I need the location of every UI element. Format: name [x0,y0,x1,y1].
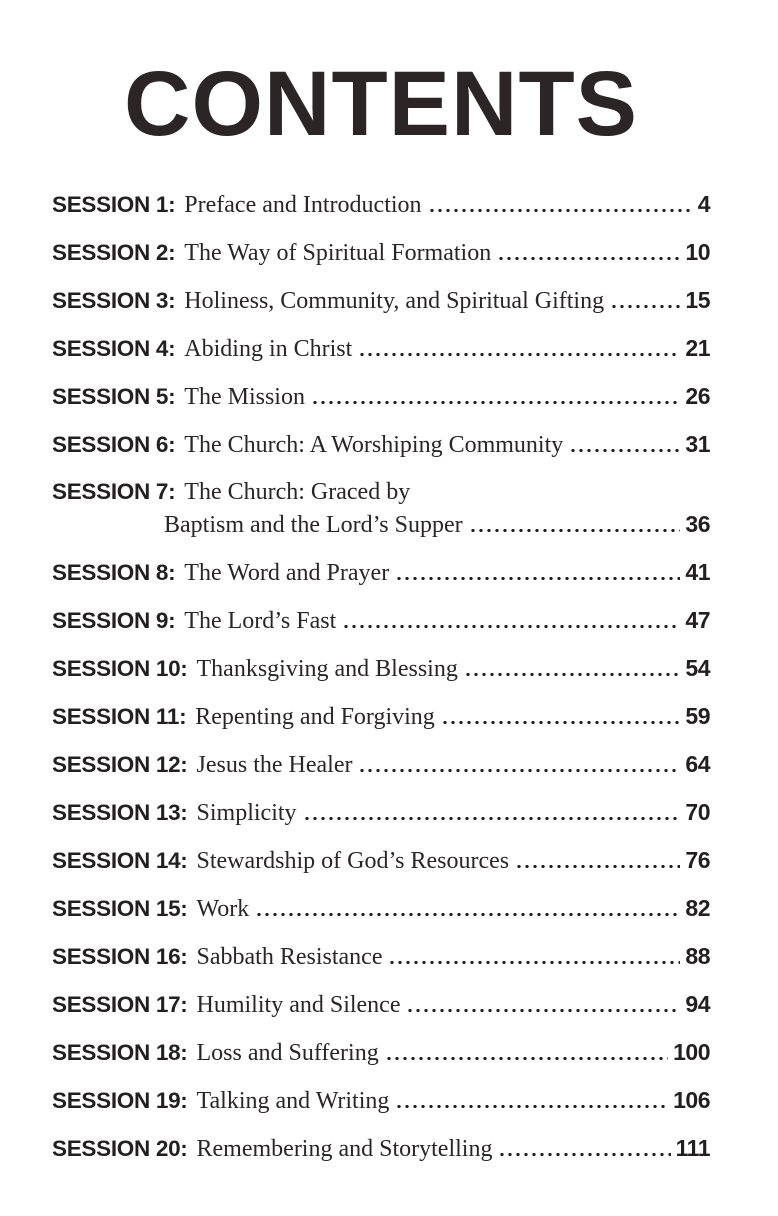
page-number: 82 [685,895,710,921]
toc-entry [52,1086,710,1115]
toc-entry [52,286,710,315]
session-title: Repenting and Forgiving [195,704,435,730]
toc-entry [52,1134,710,1163]
table-of-contents [52,190,710,1163]
session-label: SESSION 19: [52,1088,188,1113]
session-label: SESSION 4: [52,336,176,361]
session-label: SESSION 9: [52,608,176,633]
toc-entry [52,190,710,219]
dot-leader [498,1153,670,1156]
session-title: The Word and Prayer [184,560,390,586]
session-title: The Lord’s Fast [184,608,337,634]
page-number: 59 [685,703,710,729]
page-number: 47 [685,607,710,633]
page-number: 70 [685,799,710,825]
session-label: SESSION 14: [52,848,188,873]
session-title: Remembering and Storytelling [196,1136,493,1162]
session-label: SESSION 17: [52,992,188,1017]
toc-entry [52,942,710,971]
dot-leader [469,529,681,532]
session-label: SESSION 2: [52,240,176,265]
toc-entry [52,1038,710,1067]
session-title: Jesus the Healer [196,752,353,778]
dot-leader [385,1057,668,1060]
toc-entry [52,334,710,363]
dot-leader [255,913,680,916]
page-number: 88 [685,943,710,969]
session-title: Simplicity [196,800,297,826]
page-number: 4 [697,191,710,217]
session-label: SESSION 11: [52,704,187,729]
session-label: SESSION 8: [52,560,176,585]
dot-leader [515,865,680,868]
session-title: Preface and Introduction [184,192,422,218]
dot-leader [342,625,680,628]
session-title: Abiding in Christ [184,336,353,362]
session-title: Work [196,896,250,922]
toc-entry [52,702,710,731]
toc-entry [52,478,710,539]
session-title: Thanksgiving and Blessing [196,656,458,682]
page-number: 111 [675,1135,710,1161]
dot-leader [464,673,681,676]
toc-entry [52,846,710,875]
session-label: SESSION 20: [52,1136,188,1161]
page-number: 64 [685,751,710,777]
session-title: Humility and Silence [196,992,401,1018]
toc-entry [52,382,710,411]
dot-leader [441,721,681,724]
session-title: Talking and Writing [196,1088,390,1114]
session-title: The Way of Spiritual Formation [184,240,492,266]
page-number: 21 [685,335,710,361]
session-title: The Church: Graced by [184,479,411,505]
dot-leader [358,353,680,356]
toc-entry [52,430,710,459]
dot-leader [395,577,680,580]
session-label: SESSION 6: [52,432,176,457]
session-label: SESSION 12: [52,752,188,777]
session-label: SESSION 7: [52,479,176,504]
session-label: SESSION 18: [52,1040,188,1065]
dot-leader [406,1009,680,1012]
toc-entry [52,750,710,779]
toc-entry-line2 [52,510,710,539]
page-number: 26 [685,383,710,409]
session-title: The Church: A Worshiping Community [184,432,564,458]
toc-entry [52,654,710,683]
dot-leader [395,1105,668,1108]
toc-entry [52,798,710,827]
page-number: 41 [685,559,710,585]
session-label: SESSION 15: [52,896,188,921]
toc-entry [52,558,710,587]
toc-entry [52,606,710,635]
dot-leader [428,209,693,212]
page-number: 36 [685,511,710,537]
page-number: 100 [673,1039,710,1065]
session-label: SESSION 13: [52,800,188,825]
session-title: Loss and Suffering [196,1040,379,1066]
page-number: 54 [685,655,710,681]
page-number: 94 [685,991,710,1017]
session-label: SESSION 1: [52,192,176,217]
dot-leader [610,305,680,308]
session-label: SESSION 10: [52,656,188,681]
page-number: 31 [685,431,710,457]
dot-leader [569,449,680,452]
session-title: The Mission [184,384,305,410]
dot-leader [358,769,680,772]
toc-entry [52,990,710,1019]
page-number: 15 [685,287,710,313]
session-title: Stewardship of God’s Resources [196,848,510,874]
page-number: 106 [673,1087,710,1113]
dot-leader [311,401,680,404]
dot-leader [497,257,680,260]
session-label: SESSION 5: [52,384,176,409]
page-title: CONTENTS [124,53,638,155]
dot-leader [303,817,681,820]
toc-entry [52,238,710,267]
session-label: SESSION 16: [52,944,188,969]
session-title: Sabbath Resistance [196,944,383,970]
dot-leader [388,961,680,964]
toc-entry-line1 [52,478,710,506]
session-title-continued: Baptism and the Lord’s Supper [164,512,463,538]
page-number: 76 [685,847,710,873]
session-title: Holiness, Community, and Spiritual Gifting [184,288,605,314]
page-number: 10 [685,239,710,265]
session-label: SESSION 3: [52,288,176,313]
toc-entry [52,894,710,923]
